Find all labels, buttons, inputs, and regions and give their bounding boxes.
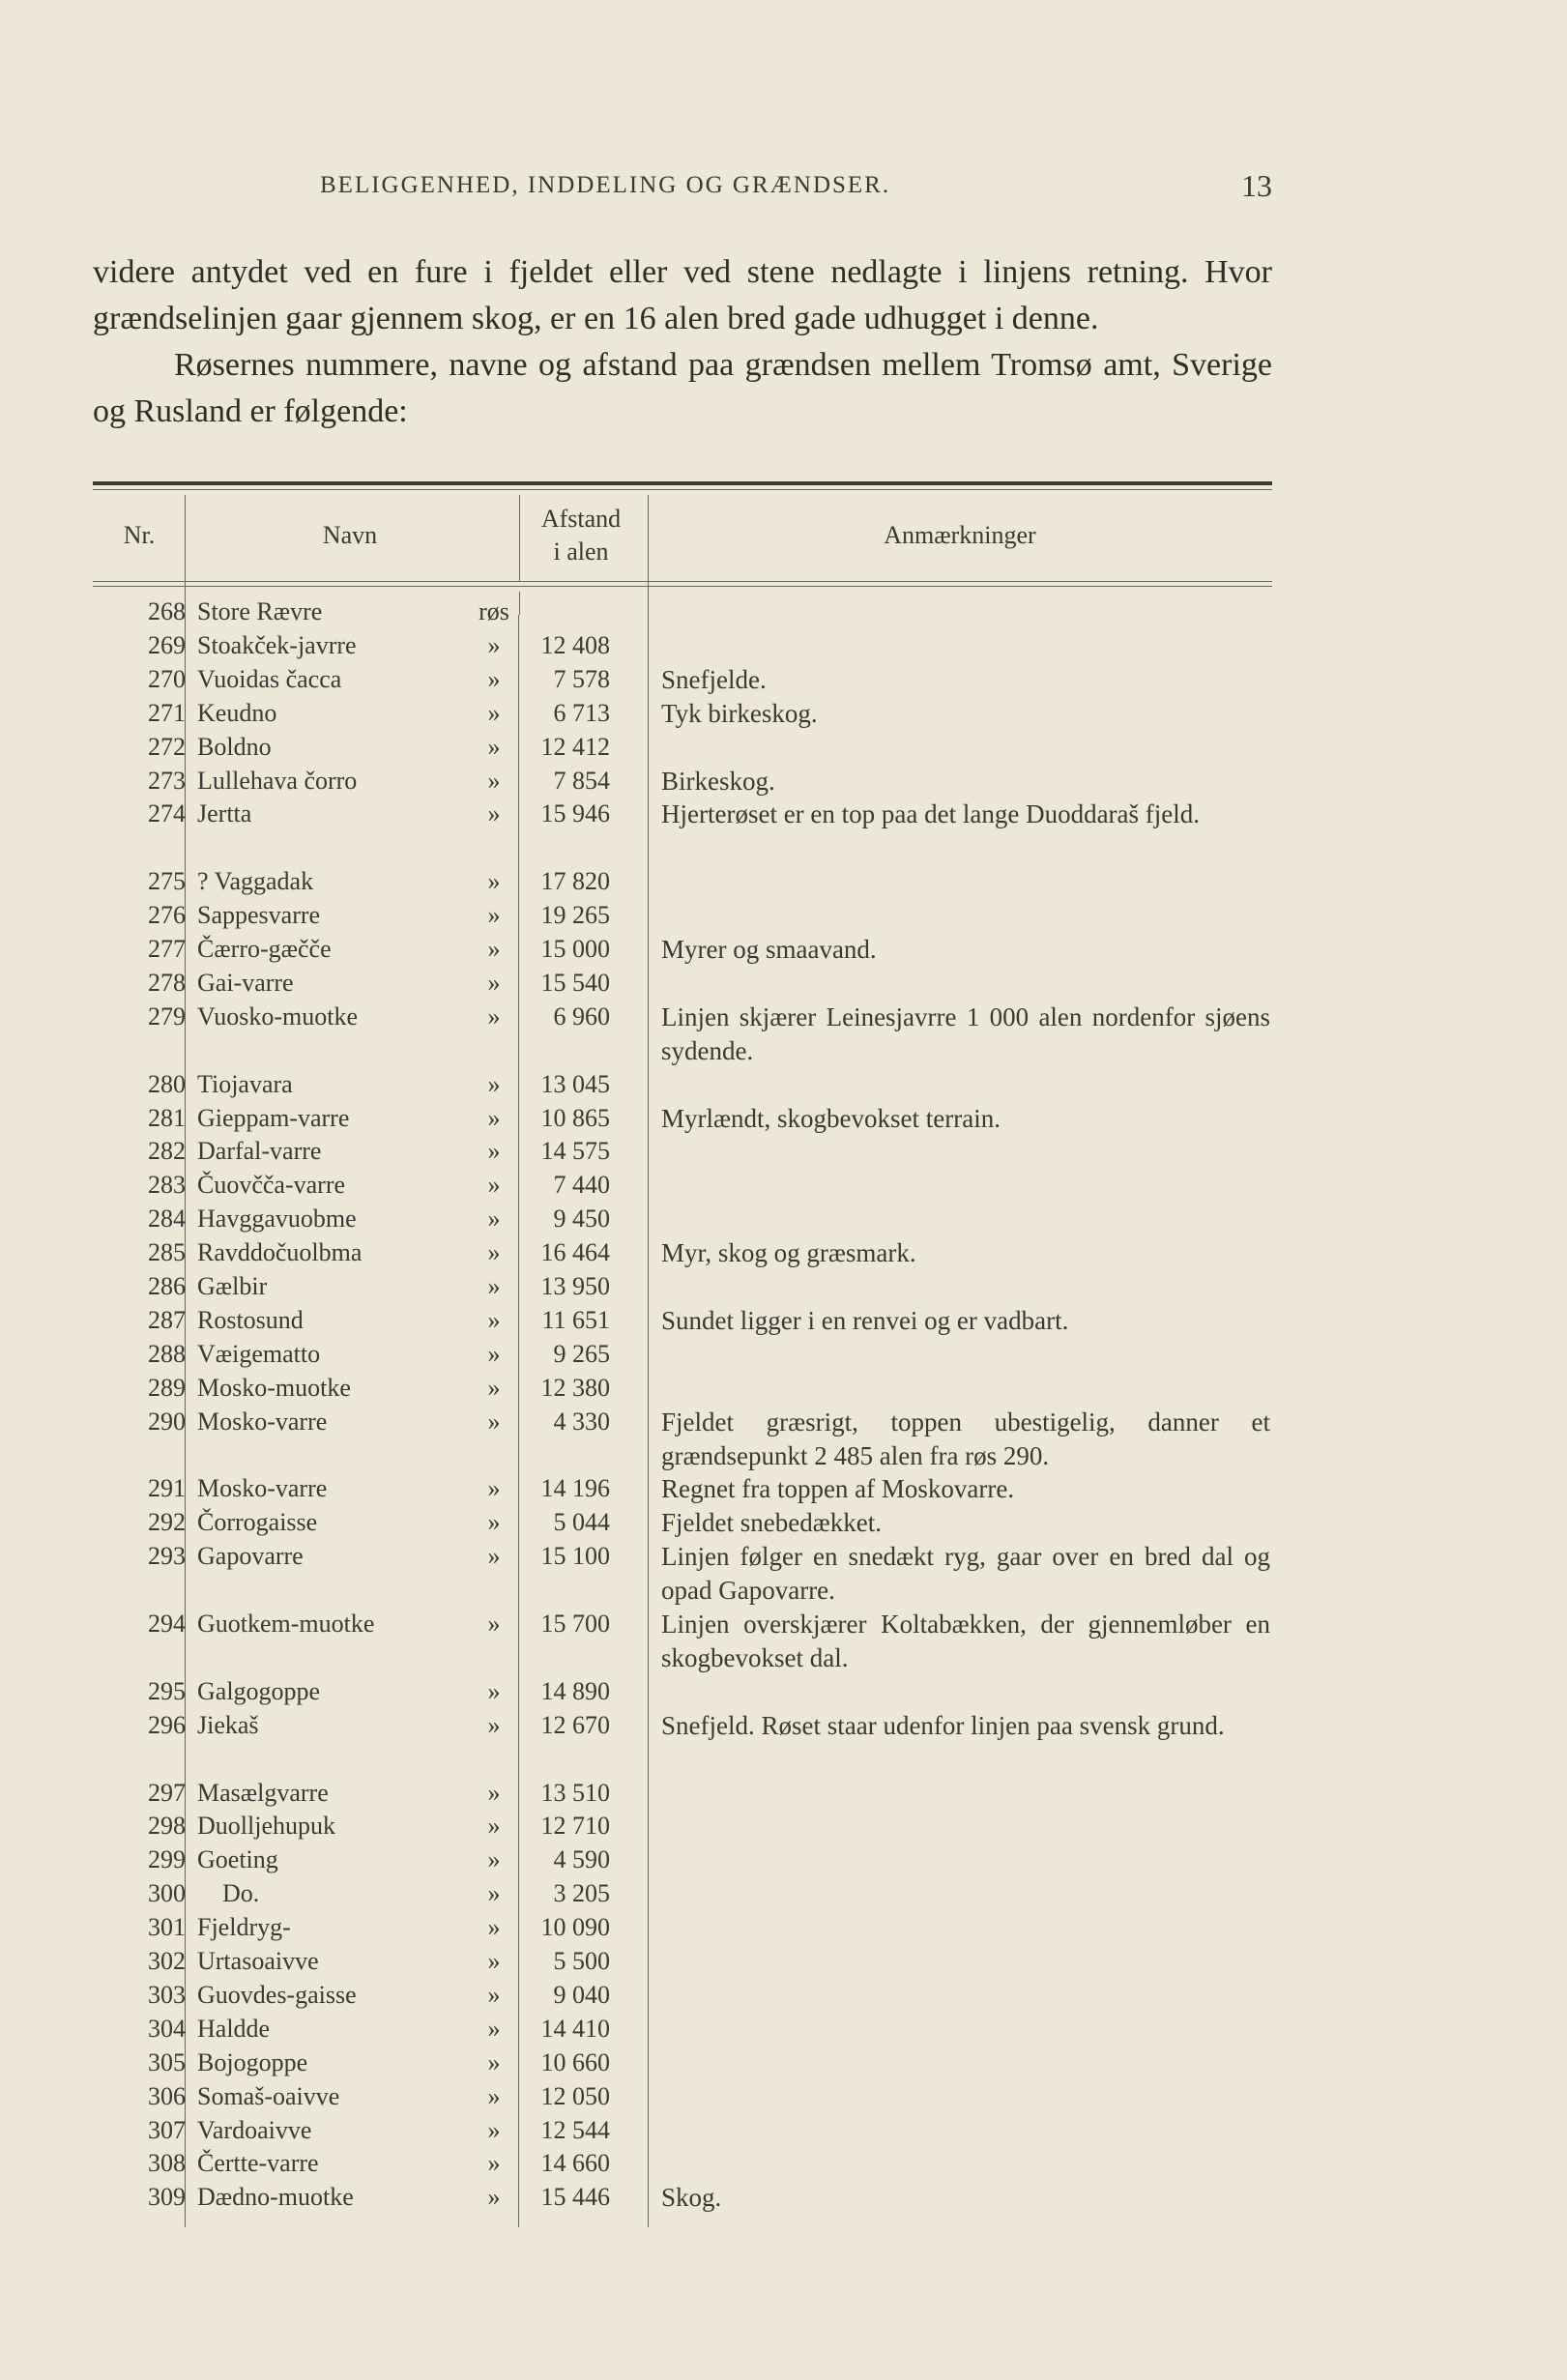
header-bottom-rule <box>93 581 1272 582</box>
cell-nr: 303 <box>148 1980 186 2009</box>
cell-nr: 277 <box>148 935 186 963</box>
cell-anmaerkning: Birkeskog. <box>661 766 775 796</box>
cell-ditto-mark: » <box>487 2183 501 2212</box>
cell-anmaerkning: Linjen skjærer Leinesjavrre 1 000 alen nordenfor sjøens sydende. <box>661 1001 1270 1065</box>
cell-afstand: 14 660 <box>540 2149 610 2178</box>
cell-ditto-mark: » <box>487 867 501 896</box>
table-row <box>93 2114 1272 2148</box>
cell-ditto-mark: » <box>487 2115 501 2144</box>
cell-afstand: 7 854 <box>553 766 610 795</box>
header-bottom-rule-2 <box>93 586 1272 587</box>
cell-navn: Vuosko-muotke <box>197 1001 358 1030</box>
cell-ditto-mark: » <box>487 1980 501 2009</box>
cell-navn: Mosko-muotke <box>197 1373 351 1402</box>
table-row <box>93 1911 1272 1945</box>
cell-afstand: 9 450 <box>553 1205 610 1234</box>
cell-navn: Urtasoaivve <box>197 1947 319 1975</box>
cell-nr: 301 <box>148 1913 186 1942</box>
header-nr: Nr. <box>123 521 156 549</box>
cell-navn: Čorrogaisse <box>197 1508 318 1537</box>
cell-nr: 304 <box>148 2014 186 2043</box>
table-row <box>93 933 1272 967</box>
cell-ditto-mark: » <box>487 968 501 997</box>
table-row <box>93 2080 1272 2114</box>
cell-afstand: 10 660 <box>540 2047 610 2076</box>
table-row <box>93 1068 1272 1102</box>
cell-navn: Lullehava čorro <box>197 766 358 795</box>
table-row <box>93 697 1272 731</box>
header-navn: Navn <box>322 521 378 549</box>
cell-afstand: 15 946 <box>540 799 610 828</box>
cell-afstand: 14 410 <box>540 2014 610 2043</box>
cell-afstand: 12 380 <box>540 1373 610 1402</box>
cell-nr: 298 <box>148 1812 186 1841</box>
cell-navn: Jertta <box>197 799 252 828</box>
cell-afstand: 15 000 <box>540 935 610 963</box>
table-row <box>93 899 1272 933</box>
cell-ditto-mark: » <box>487 1778 501 1807</box>
table-row <box>93 1372 1272 1406</box>
table-row <box>93 2013 1272 2046</box>
cell-navn: Rostosund <box>197 1305 304 1334</box>
cell-anmaerkning: Fjeldet græsrigt, toppen ubestigelig, danner et grændsepunkt 2 485 alen fra røs 290. <box>661 1407 1270 1470</box>
table-row <box>93 2181 1272 2215</box>
table-top-rule-thin <box>93 489 1272 490</box>
cell-nr: 274 <box>148 799 186 828</box>
cell-navn: Gieppam-varre <box>197 1103 350 1132</box>
cell-ditto-mark: » <box>487 664 501 693</box>
table-row <box>93 765 1272 798</box>
table-row <box>93 798 1272 865</box>
cell-navn: Čuovčča-varre <box>197 1171 346 1200</box>
table-row <box>93 731 1272 765</box>
cell-ditto-mark: » <box>487 2014 501 2043</box>
cell-ditto-mark: » <box>487 1339 501 1368</box>
cell-ditto-mark: » <box>487 1069 501 1098</box>
cell-ditto-mark: » <box>487 1103 501 1132</box>
table-row <box>93 1810 1272 1843</box>
cell-nr: 292 <box>148 1508 186 1537</box>
cell-afstand: 12 710 <box>540 1812 610 1841</box>
table-row <box>93 663 1272 697</box>
intro-paragraph-2: Røsernes nummere, navne og afstand paa grændsen mellem Tromsø amt, Sverige og Rusland er følgende: <box>93 347 1272 429</box>
cell-nr: 297 <box>148 1778 186 1807</box>
table-row <box>93 1472 1272 1506</box>
cell-afstand: 17 820 <box>540 867 610 896</box>
cell-navn: Sappesvarre <box>197 901 321 930</box>
cell-afstand: 13 950 <box>540 1272 610 1300</box>
cell-nr: 279 <box>148 1001 186 1030</box>
cell-navn: Galgogoppe <box>197 1676 321 1705</box>
table-row <box>93 1406 1272 1473</box>
cell-afstand: 12 050 <box>540 2081 610 2110</box>
intro-paragraph-1: videre antydet ved en fure i fjeldet eller ved stene nedlagte i linjens retning. Hvor grændselinjen gaar gjennem skog, er en 16 alen bred gade udhugget i denne. <box>93 254 1272 336</box>
table-row <box>93 1843 1272 1877</box>
cell-nr: 268 <box>148 597 186 625</box>
cell-nr: 291 <box>148 1474 186 1503</box>
cell-afstand: 12 412 <box>540 732 610 761</box>
table-row <box>93 1135 1272 1169</box>
cell-afstand: 6 713 <box>553 698 610 727</box>
cell-afstand: 5 044 <box>553 1508 610 1537</box>
cell-nr: 285 <box>148 1238 186 1267</box>
cell-ditto-mark: » <box>487 1171 501 1200</box>
cell-afstand: 7 578 <box>553 664 610 693</box>
cell-nr: 281 <box>148 1103 186 1132</box>
cell-afstand: 13 045 <box>540 1069 610 1098</box>
cell-ditto-mark: » <box>487 1879 501 1908</box>
table-top-rule <box>93 481 1272 485</box>
cell-nr: 289 <box>148 1373 186 1402</box>
cell-afstand: 12 408 <box>540 630 610 659</box>
cell-afstand: 4 330 <box>553 1407 610 1436</box>
cell-nr: 282 <box>148 1137 186 1166</box>
header-afstand <box>514 491 648 580</box>
cell-nr: 296 <box>148 1710 186 1739</box>
cell-nr: 305 <box>148 2047 186 2076</box>
cell-ditto-mark: » <box>487 1845 501 1874</box>
cell-ditto-mark: » <box>487 799 501 828</box>
cell-anmaerkning: Hjerterøset er en top paa det lange Duoddaraš fjeld. <box>661 799 1201 829</box>
cell-nr: 307 <box>148 2115 186 2144</box>
cell-navn: Somaš-oaivve <box>197 2081 340 2110</box>
cell-navn: Masælgvarre <box>197 1778 329 1807</box>
cell-ditto-mark: » <box>487 2081 501 2110</box>
cell-nr: 269 <box>148 630 186 659</box>
cell-nr: 293 <box>148 1542 186 1571</box>
table-row <box>93 865 1272 899</box>
cell-nr: 299 <box>148 1845 186 1874</box>
cell-navn: Gælbir <box>197 1272 268 1300</box>
cell-nr: 287 <box>148 1305 186 1334</box>
cell-ditto-mark: » <box>487 2047 501 2076</box>
cell-afstand: 4 590 <box>553 1845 610 1874</box>
cell-afstand: 11 651 <box>541 1305 610 1334</box>
cell-afstand: 15 700 <box>540 1610 610 1638</box>
cell-afstand: 14 575 <box>540 1137 610 1166</box>
cell-navn: Haldde <box>197 2014 271 2043</box>
table-row <box>93 1675 1272 1709</box>
cell-navn: Gai-varre <box>197 968 294 997</box>
cell-ditto-mark: » <box>487 1001 501 1030</box>
cell-navn: Čærro-gæčče <box>197 935 332 963</box>
cell-navn: Keudno <box>197 698 277 727</box>
table-row <box>93 1102 1272 1136</box>
cell-afstand: 10 865 <box>540 1103 610 1132</box>
table-row <box>93 1270 1272 1304</box>
table-row <box>93 1338 1272 1372</box>
cell-nr: 302 <box>148 1947 186 1975</box>
cell-ditto-mark: » <box>487 1676 501 1705</box>
cell-afstand: 16 464 <box>540 1238 610 1267</box>
cell-navn: Dædno-muotke <box>197 2183 354 2212</box>
header-afstand-line1: Afstand <box>540 505 622 533</box>
cell-anmaerkning: Regnet fra toppen af Moskovarre. <box>661 1474 1015 1504</box>
cell-navn: Ravddočuolbma <box>197 1238 363 1267</box>
cell-ditto-mark: » <box>487 1610 501 1638</box>
cell-afstand: 14 890 <box>540 1676 610 1705</box>
page-header <box>93 168 1272 211</box>
cell-ditto-mark: » <box>487 1542 501 1571</box>
intro-text <box>93 249 1272 435</box>
cell-nr: 273 <box>148 766 186 795</box>
table-row <box>93 2046 1272 2080</box>
cell-afstand: 19 265 <box>540 901 610 930</box>
cell-nr: 300 <box>148 1879 186 1908</box>
table-row <box>93 1169 1272 1203</box>
table-row <box>93 1540 1272 1608</box>
cell-afstand: 12 670 <box>540 1710 610 1739</box>
table-row <box>93 1236 1272 1270</box>
table-row <box>93 1608 1272 1675</box>
page-number: 13 <box>1241 168 1272 203</box>
cell-anmaerkning: Myrlændt, skogbevokset terrain. <box>661 1103 1001 1133</box>
cell-afstand: 15 446 <box>540 2183 610 2212</box>
cell-nr: 309 <box>148 2183 186 2212</box>
cell-navn: Stoakček-javrre <box>197 630 357 659</box>
cell-ditto-mark: » <box>487 1305 501 1334</box>
cell-afstand: 14 196 <box>540 1474 610 1503</box>
cell-afstand: 6 960 <box>553 1001 610 1030</box>
header-anmaerkninger: Anmærkninger <box>884 521 1036 549</box>
cell-afstand: 10 090 <box>540 1913 610 1942</box>
table-row <box>93 1877 1272 1911</box>
cell-nr: 290 <box>148 1407 186 1436</box>
cell-navn: Guotkem-muotke <box>197 1610 375 1638</box>
cell-afstand: 7 440 <box>553 1171 610 1200</box>
cell-ditto-mark: » <box>487 1272 501 1300</box>
cell-ditto-mark: » <box>487 1508 501 1537</box>
cell-nr: 278 <box>148 968 186 997</box>
cell-anmaerkning: Myr, skog og græsmark. <box>661 1238 916 1268</box>
cell-navn: Guovdes-gaisse <box>197 1980 357 2009</box>
cell-navn: Vuoidas čacca <box>197 664 342 693</box>
table-row <box>93 2147 1272 2181</box>
cell-ditto-mark: » <box>487 901 501 930</box>
cell-ditto-mark: » <box>487 1373 501 1402</box>
cell-navn: Store Rævre <box>197 597 323 625</box>
cell-navn: Bojogoppe <box>197 2047 308 2076</box>
cell-nr: 306 <box>148 2081 186 2110</box>
cell-anmaerkning: Fjeldet snebedækket. <box>661 1508 882 1538</box>
table-row <box>93 1506 1272 1540</box>
cell-nr: 286 <box>148 1272 186 1300</box>
table-row <box>93 1304 1272 1338</box>
cell-ditto-mark: » <box>487 1205 501 1234</box>
cell-ditto-mark: » <box>487 1238 501 1267</box>
cell-navn: Duolljehupuk <box>197 1812 335 1841</box>
cell-ditto-mark: » <box>487 935 501 963</box>
cell-anmaerkning: Skog. <box>661 2183 722 2213</box>
table-row <box>93 967 1272 1001</box>
cell-nr: 271 <box>148 698 186 727</box>
table-row <box>93 1945 1272 1979</box>
cell-ditto-mark: » <box>487 732 501 761</box>
cell-ditto-mark: » <box>487 1474 501 1503</box>
cell-anmaerkning: Snefjeld. Røset staar udenfor linjen paa svensk grund. <box>661 1710 1225 1740</box>
cell-navn: Mosko-varre <box>197 1474 328 1503</box>
cell-ditto-mark: røs <box>479 597 509 625</box>
cell-ditto-mark: » <box>487 1913 501 1942</box>
cell-navn: Fjeldryg- <box>197 1913 291 1942</box>
cell-ditto-mark: » <box>487 1812 501 1841</box>
cell-navn: Darfal-varre <box>197 1137 322 1166</box>
cell-nr: 272 <box>148 732 186 761</box>
cell-afstand: 15 100 <box>540 1542 610 1571</box>
cell-afstand: 3 205 <box>553 1879 610 1908</box>
header-afstand-line2: i alen <box>553 537 609 566</box>
cell-anmaerkning: Myrer og smaavand. <box>661 935 877 964</box>
cell-ditto-mark: » <box>487 630 501 659</box>
cell-ditto-mark: » <box>487 2149 501 2178</box>
cell-navn: Boldno <box>197 732 272 761</box>
cell-navn: Goeting <box>197 1845 278 1874</box>
cell-navn: Væigematto <box>197 1339 321 1368</box>
column-divider-navn-head <box>519 495 520 582</box>
cell-afstand: 12 544 <box>540 2115 610 2144</box>
cell-nr: 295 <box>148 1676 186 1705</box>
cell-ditto-mark: » <box>487 1710 501 1739</box>
cell-navn: Čertte-varre <box>197 2149 319 2178</box>
cell-nr: 270 <box>148 664 186 693</box>
cell-ditto-mark: » <box>487 698 501 727</box>
cell-navn: Do. <box>197 1879 260 1908</box>
table-row <box>93 1709 1272 1777</box>
table-row <box>93 629 1272 663</box>
cell-nr: 275 <box>148 867 186 896</box>
cell-navn: Havggavuobme <box>197 1205 357 1234</box>
cell-anmaerkning: Sundet ligger i en renvei og er vadbart. <box>661 1305 1069 1335</box>
cell-navn: Mosko-varre <box>197 1407 328 1436</box>
cell-nr: 284 <box>148 1205 186 1234</box>
cell-anmaerkning: Linjen følger en snedækt ryg, gaar over en bred dal og opad Gapovarre. <box>661 1542 1270 1606</box>
cell-ditto-mark: » <box>487 1137 501 1166</box>
cell-anmaerkning: Linjen overskjærer Koltabækken, der gjennemløber en skogbevokset dal. <box>661 1610 1270 1672</box>
cell-navn: Tiojavara <box>197 1069 293 1098</box>
cell-ditto-mark: » <box>487 1947 501 1975</box>
table-row <box>93 595 1272 629</box>
cell-afstand: 9 265 <box>553 1339 610 1368</box>
cell-ditto-mark: » <box>487 1407 501 1436</box>
running-title: BELIGGENHED, INDDELING OG GRÆNDSER. <box>320 172 891 198</box>
cell-nr: 283 <box>148 1171 186 1200</box>
table-row <box>93 1203 1272 1236</box>
table-row <box>93 1001 1272 1068</box>
cell-navn: Gapovarre <box>197 1542 304 1571</box>
cell-ditto-mark: » <box>487 766 501 795</box>
cell-afstand: 13 510 <box>540 1778 610 1807</box>
cell-afstand: 5 500 <box>553 1947 610 1975</box>
cell-nr: 294 <box>148 1610 186 1638</box>
table-row <box>93 1979 1272 2013</box>
cell-nr: 276 <box>148 901 186 930</box>
cell-navn: ? Vaggadak <box>197 867 314 896</box>
cell-nr: 288 <box>148 1339 186 1368</box>
cell-navn: Jiekaš <box>197 1710 259 1739</box>
cell-afstand: 9 040 <box>553 1980 610 2009</box>
cell-navn: Vardoaivve <box>197 2115 312 2144</box>
cell-afstand: 15 540 <box>540 968 610 997</box>
cell-anmaerkning: Tyk birkeskog. <box>661 698 818 728</box>
cell-anmaerkning: Snefjelde. <box>661 664 767 694</box>
cell-nr: 280 <box>148 1069 186 1098</box>
cell-nr: 308 <box>148 2149 186 2178</box>
table-row <box>93 1777 1272 1811</box>
